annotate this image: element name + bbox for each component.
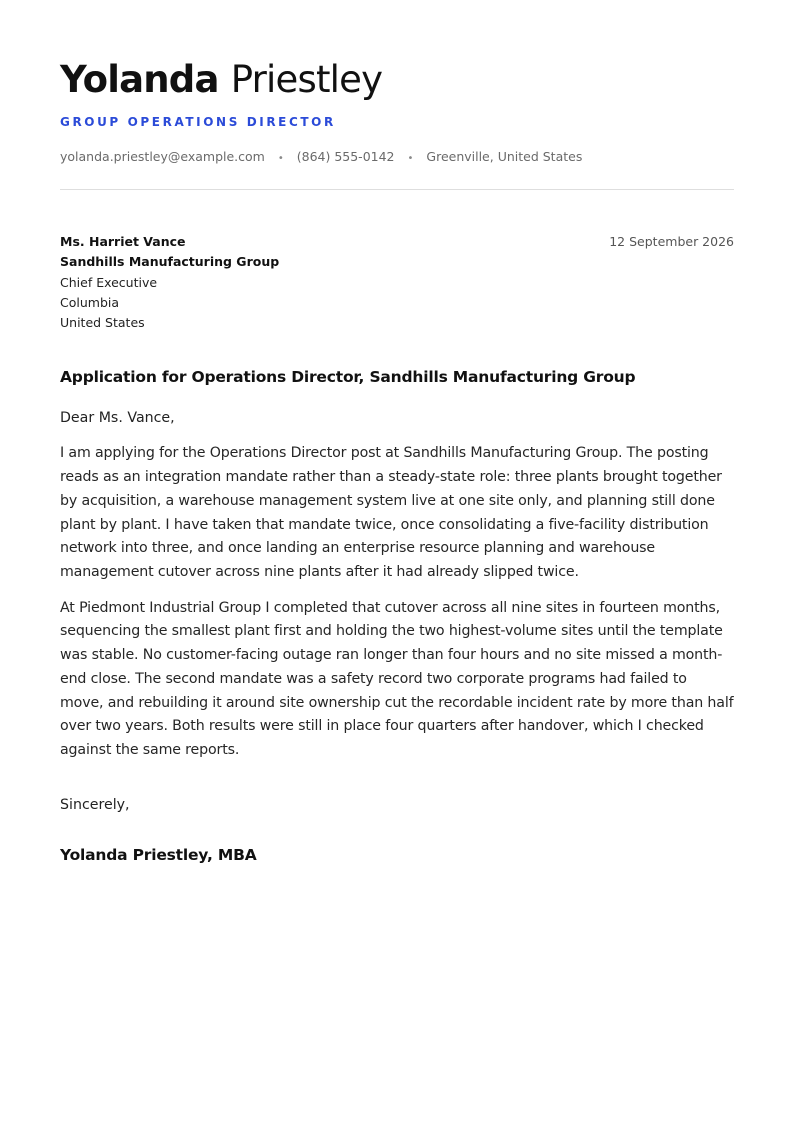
contact-phone[interactable]: (864) 555-0142 bbox=[296, 149, 395, 164]
letter-subject: Application for Operations Director, Sandhills Manufacturing Group bbox=[60, 368, 636, 387]
applicant-last-name: Priestley bbox=[230, 58, 383, 101]
contact-separator: • bbox=[277, 153, 284, 164]
letter-paragraph: At Piedmont Industrial Group I completed that cutover across all nine sites in fourteen months, sequencing the smallest plant first and holding the two highest-volume sites until the template was stable. No customer-facing outage ran longer than four hours and no site missed a month-end close. The second mandate was a safety record two corporate programs had failed to move, and rebuilding it around site ownership cut the recordable incident rate by more than half over two years. Both results were still in place four quarters after handover, which I checked against the same reports. bbox=[60, 599, 734, 758]
recipient-title: Chief Executive bbox=[60, 274, 158, 290]
applicant-name bbox=[60, 58, 734, 102]
contact-line bbox=[60, 148, 734, 168]
contact-separator: • bbox=[407, 153, 414, 164]
contact-email[interactable]: yolanda.priestley@example.com bbox=[60, 149, 265, 164]
letter-paragraph: I am applying for the Operations Director post at Sandhills Manufacturing Group. The posting reads as an integration mandate rather than a steady-state role: three plants brought together by acquisition, a warehouse management system live at one site only, and planning still done plant by plant. I have taken that mandate twice, once consolidating a five-facility distribution network into three, and once landing an enterprise resource planning and warehouse management cutover across nine plants after it had already slipped twice. bbox=[60, 445, 722, 580]
recipient-city: Columbia bbox=[60, 294, 120, 310]
applicant-first-name: Yolanda bbox=[60, 58, 219, 101]
recipient-address-block bbox=[60, 232, 734, 333]
letter-closing: Sincerely, bbox=[60, 796, 130, 813]
letter-date: 12 September 2026 bbox=[609, 234, 734, 249]
applicant-role: GROUP OPERATIONS DIRECTOR bbox=[60, 115, 336, 129]
letter-signature: Yolanda Priestley, MBA bbox=[60, 845, 257, 864]
recipient-name: Ms. Harriet Vance bbox=[60, 234, 186, 249]
recipient-country: United States bbox=[60, 315, 145, 331]
contact-location: Greenville, United States bbox=[426, 149, 583, 164]
recipient-company: Sandhills Manufacturing Group bbox=[60, 254, 280, 270]
header-divider bbox=[60, 189, 734, 190]
letter-salutation: Dear Ms. Vance, bbox=[60, 410, 175, 427]
